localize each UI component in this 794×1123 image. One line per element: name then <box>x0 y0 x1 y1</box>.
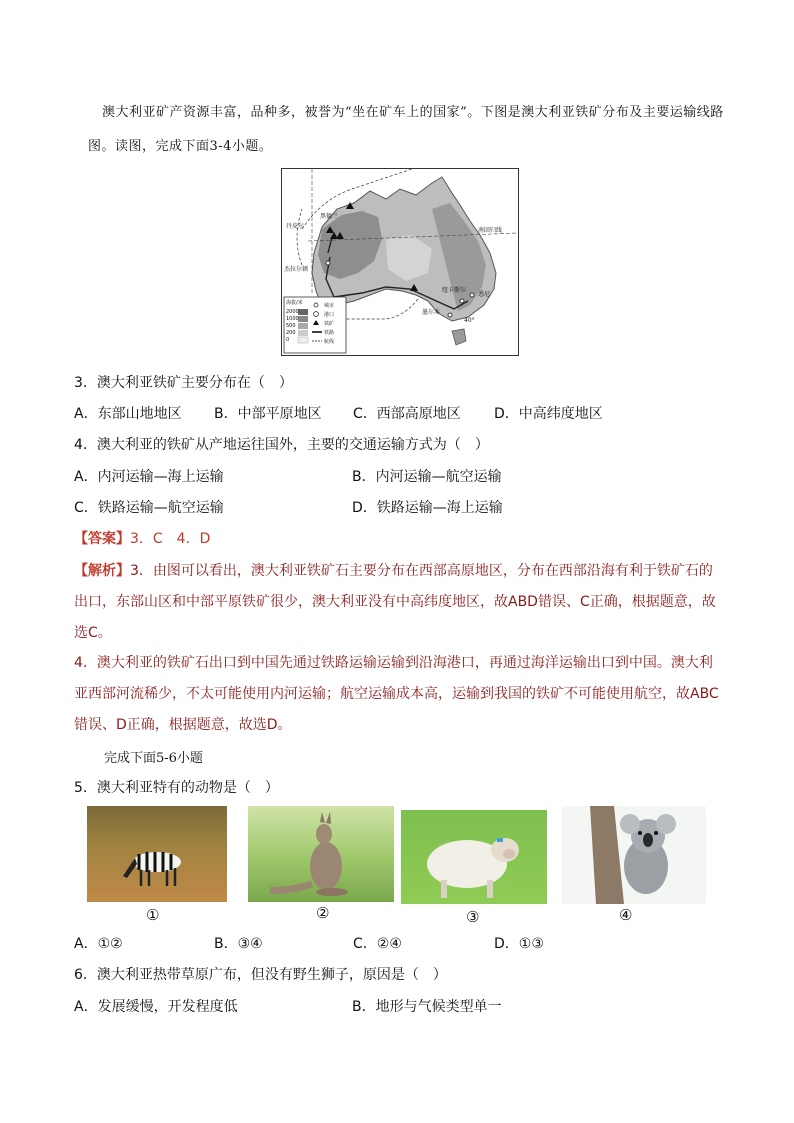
legend-seaway: 航线 <box>324 339 335 345</box>
q6-option-b: B．地形与气候类型单一 <box>352 999 502 1015</box>
legend-elev-0: 2000 <box>286 309 299 315</box>
q5-stem: 5．澳大利亚特有的动物是（ ） <box>74 780 279 796</box>
legend-elev-3: 200 <box>286 330 296 336</box>
analysis-p1 <box>74 556 722 649</box>
legend-city: 城市 <box>324 303 335 309</box>
koala-icon <box>562 806 706 904</box>
pic-label-1: ① <box>146 906 160 924</box>
map-graphic <box>282 169 518 355</box>
kangaroo-icon <box>248 806 394 902</box>
analysis-tag: 【解析】 <box>74 563 130 579</box>
legend-port: 港口 <box>324 312 335 318</box>
pic-label-3: ③ <box>466 908 480 926</box>
answer-line <box>74 528 210 548</box>
sheep-photo <box>401 810 547 904</box>
sheep-icon <box>401 810 547 904</box>
legend-elev-1: 1000 <box>286 316 299 322</box>
map-label-longitude: 40° <box>464 317 475 324</box>
australia-iron-map <box>281 168 519 356</box>
map-label-newcastle: 纽卡斯尔 <box>442 287 467 294</box>
q5-option-a: A．①② <box>74 936 123 952</box>
q3-option-a: A．东部山地地区 <box>74 406 182 422</box>
q3-option-b: B．中部平原地区 <box>214 406 322 422</box>
analysis-p1-text: 3．由图可以看出，澳大利亚铁矿石主要分布在西部高原地区，分布在西部沿海有利于铁矿石的出口，东部山区和中部平原铁矿很少，澳大利亚没有中高纬度地区，故ABD错误、C正确，根据题意，故选C。 <box>74 563 716 641</box>
q5-option-d: D．①③ <box>494 936 544 952</box>
answer-text: 3．C 4．D <box>130 531 211 547</box>
map-label-sydney: 悉尼 <box>478 291 491 298</box>
q6-stem: 6．澳大利亚热带草原广布，但没有野生狮子，原因是（ ） <box>74 967 447 983</box>
q4-stem: 4．澳大利亚的铁矿从产地运往国外，主要的交通运输方式为（ ） <box>74 437 489 453</box>
q4-option-d: D．铁路运输—海上运输 <box>352 500 503 516</box>
legend-elev-4: 0 <box>286 337 290 343</box>
legend-elev-2: 500 <box>286 323 296 329</box>
q3-stem: 3．澳大利亚铁矿主要分布在（ ） <box>74 375 293 391</box>
map-label-melbourne: 墨尔本 <box>422 309 441 316</box>
section-2-intro: 完成下面5-6小题 <box>104 751 203 766</box>
q5-option-c: C．②④ <box>353 936 402 952</box>
q6-option-a: A．发展缓慢，开发程度低 <box>74 999 238 1015</box>
q4-option-a: A．内河运输—海上运输 <box>74 469 224 485</box>
q4-option-b: B．内河运输—航空运输 <box>352 469 502 485</box>
pic-label-2: ② <box>316 904 330 922</box>
legend-title: 海拔/米 <box>286 300 303 306</box>
map-label-tropic: 南回归线 <box>478 227 503 234</box>
map-label-port-hedland: 黑德兰 <box>320 213 339 220</box>
legend-iron: 铁矿 <box>324 321 335 327</box>
q3-option-c: C．西部高原地区 <box>353 406 461 422</box>
analysis-p2: 4．澳大利亚的铁矿石出口到中国先通过铁路运输运输到沿海港口，再通过海洋运输出口到中国。澳大利亚西部河流稀少，不太可能使用内河运输；航空运输成本高，运输到我国的铁矿不可能使用航空，故ABC错误、D正确，根据题意，故选D。 <box>74 655 719 733</box>
legend-railway: 铁路 <box>324 330 335 336</box>
kangaroo-photo <box>248 806 394 902</box>
koala-photo <box>562 806 706 904</box>
answer-tag: 【答案】 <box>74 531 130 547</box>
zebra-icon <box>87 806 227 902</box>
map-label-geraldton: 杰拉尔顿 <box>284 266 309 273</box>
pic-label-4: ④ <box>619 906 633 924</box>
q4-option-c: C．铁路运输—航空运输 <box>74 500 224 516</box>
q5-option-b: B．③④ <box>214 936 263 952</box>
map-label-dampier: 丹皮尔 <box>286 223 305 230</box>
zebra-photo <box>87 806 227 902</box>
intro-text: 澳大利亚矿产资源丰富，品种多，被誉为“坐在矿车上的国家”。下图是澳大利亚铁矿分布及主要运输线路图。读图，完成下面3-4小题。 <box>88 105 724 154</box>
q3-option-d: D．中高纬度地区 <box>494 406 603 422</box>
